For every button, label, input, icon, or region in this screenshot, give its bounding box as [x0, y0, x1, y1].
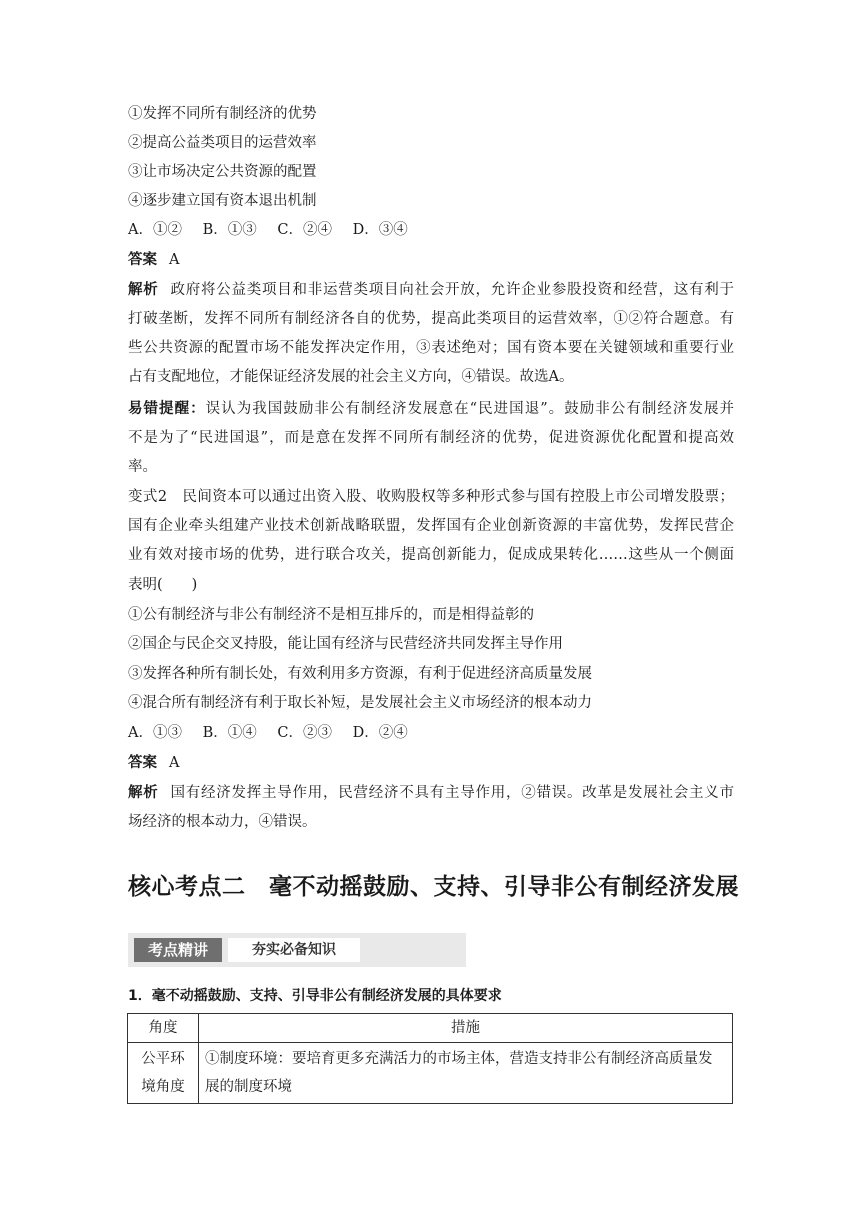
banner-subtitle: 夯实必备知识	[228, 938, 360, 962]
q2-stem-line-4: 表明( )	[128, 577, 198, 593]
section-title: 核心考点二 毫不动摇鼓励、支持、引导非公有制经济发展	[128, 874, 739, 900]
aspect-line-2: 境角度	[141, 1079, 185, 1095]
q2-option-b: B．①④	[202, 725, 257, 741]
q1-option-a: A．①②	[128, 222, 182, 238]
analysis-label: 解析	[128, 282, 159, 298]
q1-tip-line-3: 率。	[128, 459, 157, 475]
q2-item-2: ②国企与民企交叉持股，能让国有经济与民营经济共同发挥主导作用	[128, 636, 563, 652]
q2-stem-line-2: 国有企业牵头组建产业技术创新战略联盟，发挥国有企业创新资源的丰富优势，发挥民营企	[128, 518, 734, 534]
q1-item-1: ①发挥不同所有制经济的优势	[128, 106, 317, 122]
answer-value: A	[169, 252, 180, 268]
q2-option-d: D．②④	[352, 725, 408, 741]
analysis-label: 解析	[128, 785, 159, 801]
q2-options	[128, 723, 424, 743]
answer-label: 答案	[128, 252, 157, 268]
table-header-aspect: 角度	[128, 1014, 199, 1043]
q1-item-3: ③让市场决定公共资源的配置	[128, 164, 317, 180]
q1-analysis-line-1	[128, 280, 734, 300]
q1-item-4: ④逐步建立国有资本退出机制	[128, 193, 317, 209]
analysis-text: 政府将公益类项目和非运营类项目向社会开放，允许企业参股投资和经营，这有利于	[170, 282, 734, 298]
q1-options	[128, 220, 424, 240]
q1-item-2: ②提高公益类项目的运营效率	[128, 135, 317, 151]
table-cell-measure: ①制度环境：要培育更多充满活力的市场主体，营造支持非公有制经济高质量发展的制度环境	[199, 1043, 733, 1104]
q1-analysis-line-3: 些公共资源的配置市场不能发挥决定作用，③表述绝对；国有资本要在关键领域和重要行业	[128, 340, 734, 356]
q1-analysis-line-4: 占有支配地位，才能保证经济发展的社会主义方向，④错误。故选A。	[128, 369, 574, 385]
q2-item-1: ①公有制经济与非公有制经济不是相互排斥的，而是相得益彰的	[128, 607, 534, 623]
table-cell-aspect	[128, 1043, 199, 1104]
q1-answer	[128, 250, 179, 270]
q1-tip-line-2: 不是为了“民进国退”，而是意在发挥不同所有制经济的优势，促进资源优化配置和提高效	[128, 430, 734, 446]
q2-stem-line-3: 业有效对接市场的优势，进行联合攻关，提高创新能力，促成成果转化……这些从一个侧面	[128, 547, 734, 563]
q1-tip-line-1	[128, 399, 734, 419]
requirements-table	[127, 1013, 733, 1104]
tip-text: 误认为我国鼓励非公有制经济发展意在“民进国退”。鼓励非公有制经济发展并	[205, 401, 735, 417]
q1-option-c: C．②④	[277, 222, 332, 238]
table-header-row	[128, 1014, 733, 1043]
q2-answer	[128, 753, 179, 773]
q2-analysis-line-1	[128, 783, 734, 803]
q2-item-4: ④混合所有制经济有利于取长补短，是发展社会主义市场经济的根本动力	[128, 695, 592, 711]
q2-option-a: A．①③	[128, 725, 182, 741]
answer-value: A	[169, 755, 180, 771]
q2-item-3: ③发挥各种所有制长处，有效利用多方资源，有利于促进经济高质量发展	[128, 666, 592, 682]
subheading: 1．毫不动摇鼓励、支持、引导非公有制经济发展的具体要求	[128, 988, 502, 1004]
q1-analysis-line-2: 打破垄断，发挥不同所有制经济各自的优势，提高此类项目的运营效率，①②符合题意。有	[128, 311, 734, 327]
section-banner	[128, 933, 466, 967]
aspect-line-1: 公平环	[141, 1051, 185, 1067]
q1-option-d: D．③④	[352, 222, 408, 238]
answer-label: 答案	[128, 755, 157, 771]
banner-tag: 考点精讲	[134, 938, 222, 962]
q1-option-b: B．①③	[202, 222, 257, 238]
table-row	[128, 1043, 733, 1104]
q2-analysis-line-2: 场经济的根本动力，④错误。	[128, 814, 317, 830]
table-header-measure: 措施	[199, 1014, 733, 1043]
tip-label: 易错提醒：	[128, 401, 206, 417]
q2-option-c: C．②③	[277, 725, 332, 741]
analysis-text: 国有经济发挥主导作用，民营经济不具有主导作用，②错误。改革是发展社会主义市	[170, 785, 734, 801]
q2-stem-line-1: 变式2 民间资本可以通过出资入股、收购股权等多种形式参与国有控股上市公司增发股票；	[128, 489, 734, 505]
